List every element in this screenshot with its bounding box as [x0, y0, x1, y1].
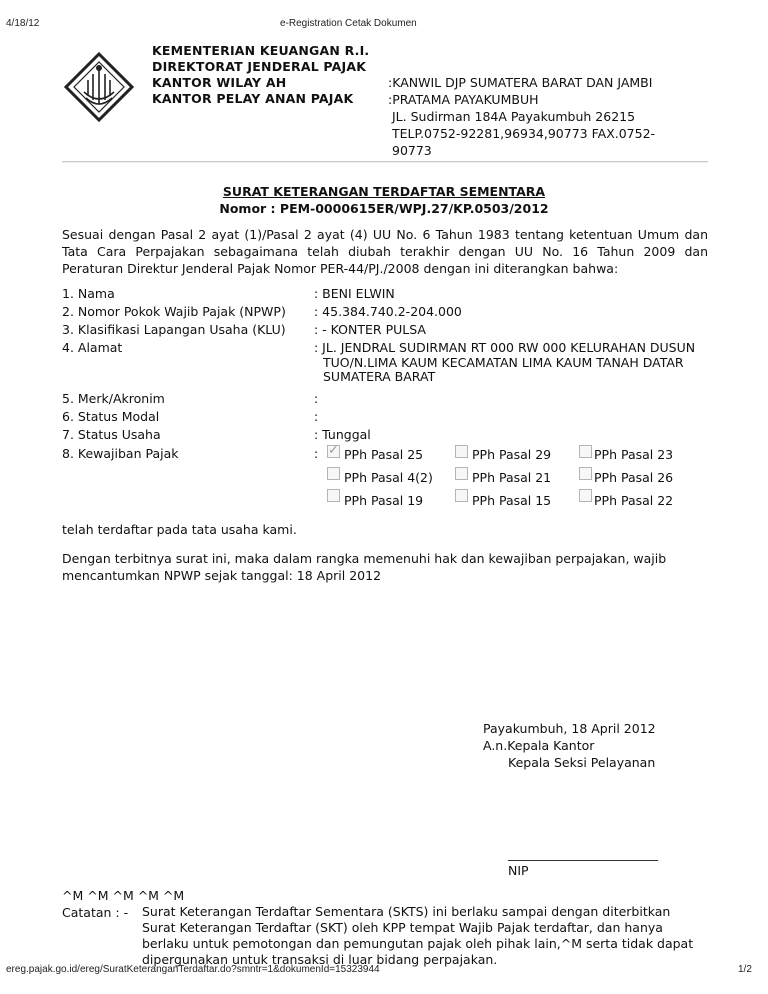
npwp-statement	[62, 550, 708, 584]
catatan-line: Surat Keterangan Terdaftar Sementara (SKTS) ini berlaku sampai dengan diterbitkan	[142, 904, 671, 919]
intro-line: Tata Cara Perpajakan sebagaimana telah diubah terakhir dengan UU No. 16 Tahun 2009 dan	[62, 244, 708, 259]
field-value: : 45.384.740.2-204.000	[314, 304, 462, 319]
letterhead-office	[388, 74, 655, 159]
signature-an: A.n.Kepala Kantor	[483, 738, 595, 753]
checkbox-label: PPh Pasal 21	[472, 470, 552, 485]
signature-position: Kepala Seksi Pelayanan	[508, 755, 656, 770]
kpp-name: :PRATAMA PAYAKUMBUH	[388, 92, 539, 107]
signature-block	[483, 720, 656, 771]
document-number: Nomor : PEM-0000615ER/WPJ.27/KP.0503/2012	[219, 201, 549, 216]
checkbox-pph-19[interactable]	[327, 489, 340, 502]
field-row-kewajiban	[62, 445, 708, 463]
field-label: 8. Kewajiban Pajak	[62, 446, 179, 461]
field-label: 1. Nama	[62, 286, 115, 301]
checkbox-pph-22[interactable]	[579, 489, 592, 502]
document-title-text: SURAT KETERANGAN TERDAFTAR SEMENTARA	[222, 184, 546, 199]
phone-line: TELP.0752-92281,96934,90773 FAX.0752-	[392, 126, 656, 141]
signature-line: ________________________	[508, 846, 658, 861]
signature-place-date: Payakumbuh, 18 April 2012	[483, 721, 656, 736]
field-value: : BENI ELWIN	[314, 286, 395, 301]
intro-line: Sesuai dengan Pasal 2 ayat (1)/Pasal 2 ayat (4) UU No. 6 Tahun 1983 tentang ketentuan Umum dan	[62, 227, 708, 242]
field-label: 4. Alamat	[62, 340, 123, 355]
intro-paragraph	[62, 226, 708, 277]
checkbox-pph-15[interactable]	[455, 489, 468, 502]
print-title: e-Registration Cetak Dokumen	[280, 18, 417, 29]
checkbox-label: PPh Pasal 29	[472, 447, 552, 462]
field-row-nama	[62, 285, 708, 303]
catatan-line: dipergunakan untuk transaksi di luar bidang perpajakan.	[142, 952, 498, 967]
field-value: SUMATERA BARAT	[323, 369, 436, 384]
npwp-line: Dengan terbitnya surat ini, maka dalam rangka memenuhi hak dan kewajiban perpajakan, wajib	[62, 551, 667, 566]
field-value: : Tunggal	[314, 427, 371, 442]
intro-line: Peraturan Direktur Jenderal Pajak Nomor PER-44/PJ./2008 dengan ini diterangkan bahwa:	[62, 261, 619, 276]
npwp-line: mencantumkan NPWP sejak tanggal: 18 April 2012	[62, 568, 382, 583]
control-marks: ^M ^M ^M ^M ^M	[62, 888, 185, 903]
catatan-label: Catatan : -	[62, 905, 129, 920]
letterhead-divider	[62, 161, 708, 163]
field-list	[62, 285, 708, 463]
field-label: 3. Klasifikasi Lapangan Usaha (KLU)	[62, 322, 286, 337]
org-line: KANTOR PELAY ANAN PAJAK	[152, 91, 354, 106]
checkbox-label: PPh Pasal 22	[594, 493, 674, 508]
signature-nip: NIP	[508, 863, 529, 878]
org-line: KEMENTERIAN KEUANGAN R.I.	[152, 43, 370, 58]
field-row-status-usaha	[62, 426, 708, 445]
field-row-alamat-cont	[62, 354, 708, 368]
registered-statement: telah terdaftar pada tata usaha kami.	[62, 522, 297, 537]
field-row-alamat-cont	[62, 368, 708, 390]
document-title	[0, 184, 768, 199]
checkbox-pph-21[interactable]	[455, 467, 468, 480]
field-row-alamat	[62, 339, 708, 354]
footer-page: 1/2	[738, 964, 752, 975]
address-line: JL. Sudirman 184A Payakumbuh 26215	[392, 109, 636, 124]
kanwil-name: :KANWIL DJP SUMATERA BARAT DAN JAMBI	[388, 75, 653, 90]
fax-line: 90773	[392, 143, 432, 158]
org-line: KANTOR WILAY AH	[152, 75, 287, 90]
catatan-line: berlaku untuk pemotongan dan pemungutan pajak oleh pihak lain,^M serta tidak dapat	[142, 936, 694, 951]
print-date: 4/18/12	[6, 18, 40, 29]
field-value: : JL. JENDRAL SUDIRMAN RT 000 RW 000 KELURAHAN DUSUN	[314, 340, 696, 355]
field-value: :	[314, 391, 319, 406]
field-label: 5. Merk/Akronim	[62, 391, 165, 406]
field-label: 2. Nomor Pokok Wajib Pajak (NPWP)	[62, 304, 286, 319]
field-value: :	[314, 446, 319, 461]
catatan-line: Surat Keterangan Terdaftar (SKT) oleh KPP tempat Wajib Pajak terdaftar, dan hanya	[142, 920, 663, 935]
field-label: 7. Status Usaha	[62, 427, 161, 442]
field-row-klu	[62, 321, 708, 339]
checkbox-label: PPh Pasal 25	[344, 447, 424, 462]
checkbox-label: PPh Pasal 26	[594, 470, 674, 485]
field-label: 6. Status Modal	[62, 409, 160, 424]
field-row-npwp	[62, 303, 708, 321]
checkbox-label: PPh Pasal 15	[472, 493, 552, 508]
field-row-status-modal	[62, 408, 708, 426]
footer-url: ereg.pajak.go.id/ereg/SuratKeteranganTerdaftar.do?smntr=1&dokumenId=15323944	[6, 964, 380, 975]
org-line: DIREKTORAT JENDERAL PAJAK	[152, 59, 367, 74]
checkbox-pph-26[interactable]	[579, 467, 592, 480]
kemenkeu-logo	[62, 50, 136, 124]
checkbox-label: PPh Pasal 4(2)	[344, 470, 433, 485]
field-value: :	[314, 409, 319, 424]
checkbox-label: PPh Pasal 23	[594, 447, 674, 462]
checkbox-pph-4-2[interactable]	[327, 467, 340, 480]
field-value: TUO/N.LIMA KAUM KECAMATAN LIMA KAUM TANAH DATAR	[323, 355, 684, 370]
letterhead-org	[152, 43, 369, 107]
field-row-merk	[62, 390, 708, 408]
catatan-text	[142, 904, 708, 968]
field-value: : - KONTER PULSA	[314, 322, 426, 337]
checkbox-label: PPh Pasal 19	[344, 493, 424, 508]
